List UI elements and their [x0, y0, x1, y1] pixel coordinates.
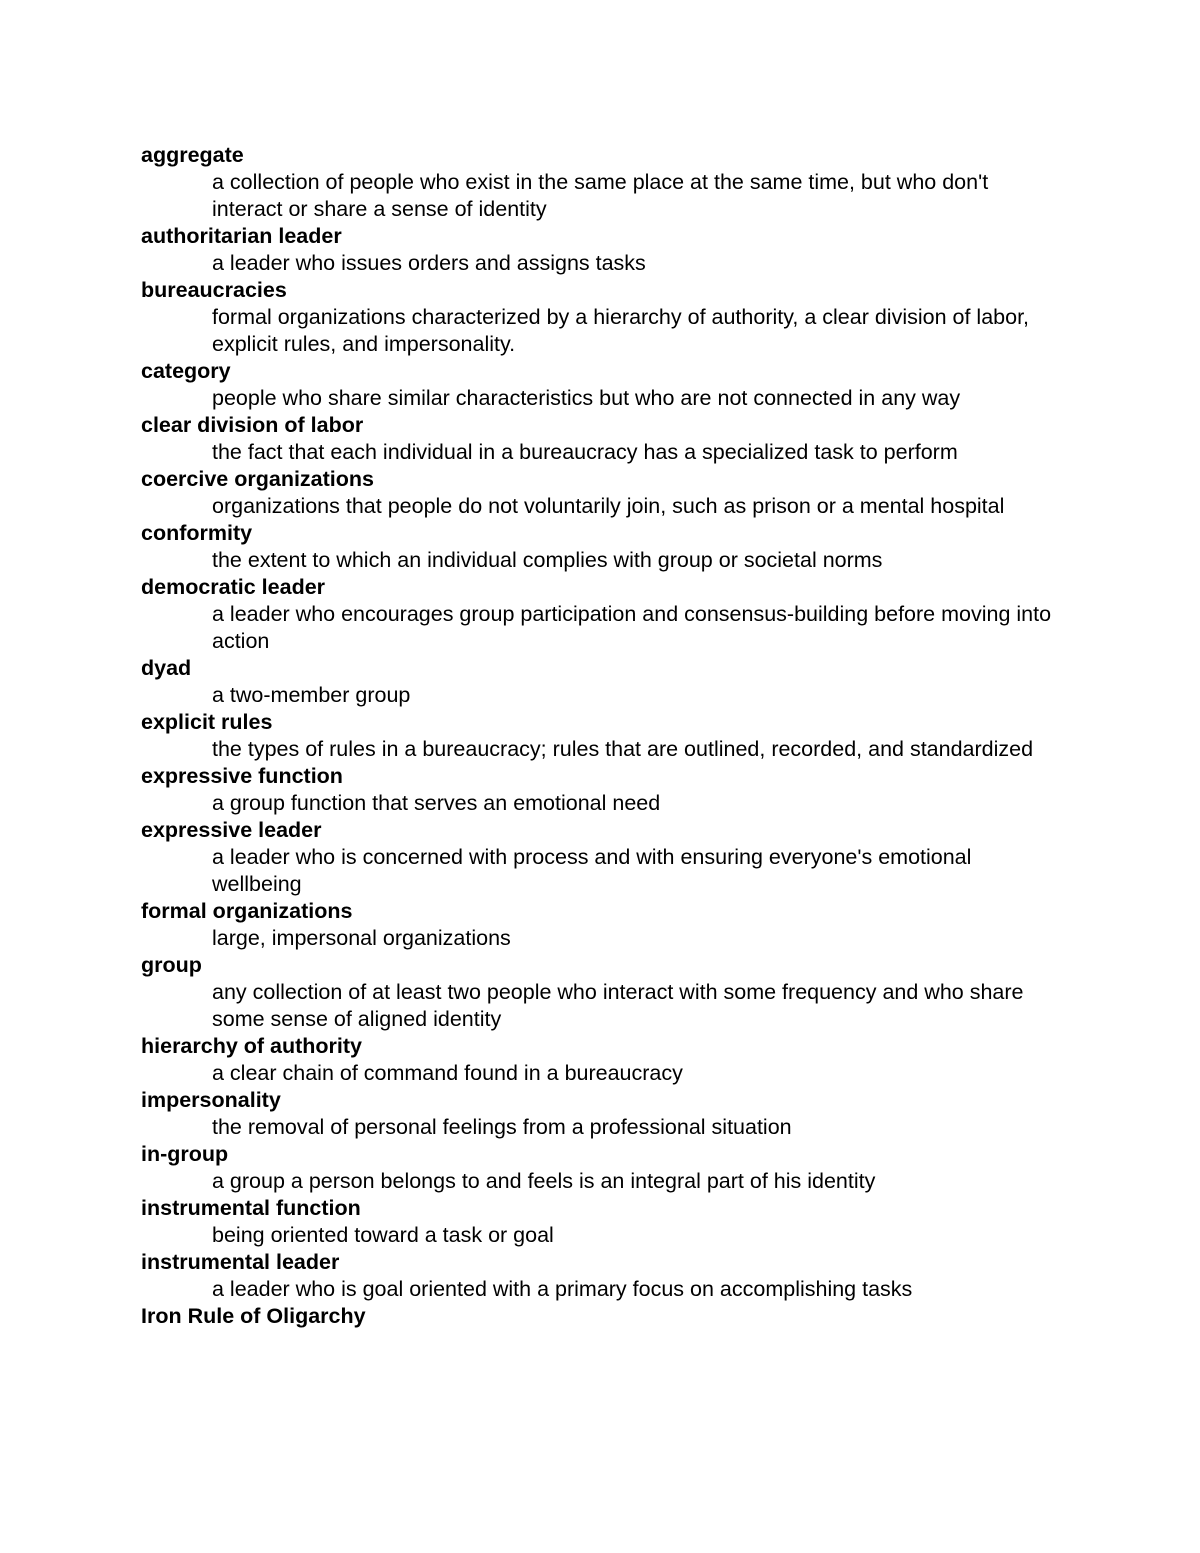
glossary-definition: the extent to which an individual complies with group or societal norms: [212, 548, 883, 572]
glossary-definition: formal organizations characterized by a hierarchy of authority, a clear division of labor, explicit rules, and impersonality.: [212, 305, 1030, 356]
glossary-definition: the types of rules in a bureaucracy; rules that are outlined, recorded, and standardized: [212, 737, 1034, 761]
glossary-term: authoritarian leader: [141, 224, 342, 248]
glossary-definition: a two-member group: [212, 683, 411, 707]
glossary-term: formal organizations: [141, 899, 353, 923]
glossary-term: aggregate: [141, 143, 244, 167]
glossary-term: bureaucracies: [141, 278, 287, 302]
glossary-term: democratic leader: [141, 575, 326, 599]
glossary-entry: [141, 898, 1061, 952]
glossary-entry: [141, 358, 1061, 412]
glossary-entry: [141, 1303, 1061, 1330]
glossary-definition: a leader who issues orders and assigns tasks: [212, 251, 646, 275]
glossary-entry: [141, 763, 1061, 817]
glossary-definition: the removal of personal feelings from a professional situation: [212, 1115, 792, 1139]
glossary-term: clear division of labor: [141, 413, 364, 437]
glossary-definition: any collection of at least two people who interact with some frequency and who share some sense of aligned identity: [212, 980, 1024, 1031]
glossary-term: category: [141, 359, 231, 383]
glossary-term: conformity: [141, 521, 253, 545]
glossary-entry: [141, 223, 1061, 277]
glossary-entry: [141, 1033, 1061, 1087]
glossary-term: impersonality: [141, 1088, 281, 1112]
glossary-definition: a clear chain of command found in a bureaucracy: [212, 1061, 683, 1085]
glossary-term: coercive organizations: [141, 467, 374, 491]
glossary-term: in-group: [141, 1142, 229, 1166]
glossary-entry: [141, 520, 1061, 574]
glossary-definition: being oriented toward a task or goal: [212, 1223, 554, 1247]
glossary-term: expressive leader: [141, 818, 322, 842]
glossary-term: expressive function: [141, 764, 343, 788]
glossary-definition: large, impersonal organizations: [212, 926, 511, 950]
glossary-entry: [141, 817, 1061, 898]
glossary-list: [141, 142, 1061, 1330]
glossary-entry: [141, 1087, 1061, 1141]
glossary-definition: a collection of people who exist in the same place at the same time, but who don't interact or share a sense of identity: [212, 170, 989, 221]
glossary-entry: [141, 412, 1061, 466]
glossary-definition: a leader who is concerned with process and with ensuring everyone's emotional wellbeing: [212, 845, 972, 896]
glossary-term: Iron Rule of Oligarchy: [141, 1304, 366, 1328]
glossary-entry: [141, 466, 1061, 520]
glossary-term: instrumental function: [141, 1196, 361, 1220]
glossary-entry: [141, 277, 1061, 358]
glossary-entry: [141, 142, 1061, 223]
glossary-definition: organizations that people do not voluntarily join, such as prison or a mental hospital: [212, 494, 1005, 518]
glossary-definition: a leader who is goal oriented with a primary focus on accomplishing tasks: [212, 1277, 913, 1301]
glossary-term: dyad: [141, 656, 192, 680]
glossary-definition: people who share similar characteristics but who are not connected in any way: [212, 386, 961, 410]
glossary-entry: [141, 655, 1061, 709]
glossary-definition: the fact that each individual in a bureaucracy has a specialized task to perform: [212, 440, 958, 464]
glossary-entry: [141, 1249, 1061, 1303]
glossary-definition: a group a person belongs to and feels is an integral part of his identity: [212, 1169, 876, 1193]
glossary-definition: a group function that serves an emotional need: [212, 791, 661, 815]
glossary-term: group: [141, 953, 202, 977]
glossary-term: explicit rules: [141, 710, 273, 734]
glossary-term: hierarchy of authority: [141, 1034, 363, 1058]
glossary-definition: a leader who encourages group participation and consensus-building before moving into action: [212, 602, 1052, 653]
glossary-entry: [141, 1195, 1061, 1249]
glossary-entry: [141, 952, 1061, 1033]
glossary-entry: [141, 574, 1061, 655]
glossary-entry: [141, 1141, 1061, 1195]
glossary-entry: [141, 709, 1061, 763]
glossary-term: instrumental leader: [141, 1250, 340, 1274]
